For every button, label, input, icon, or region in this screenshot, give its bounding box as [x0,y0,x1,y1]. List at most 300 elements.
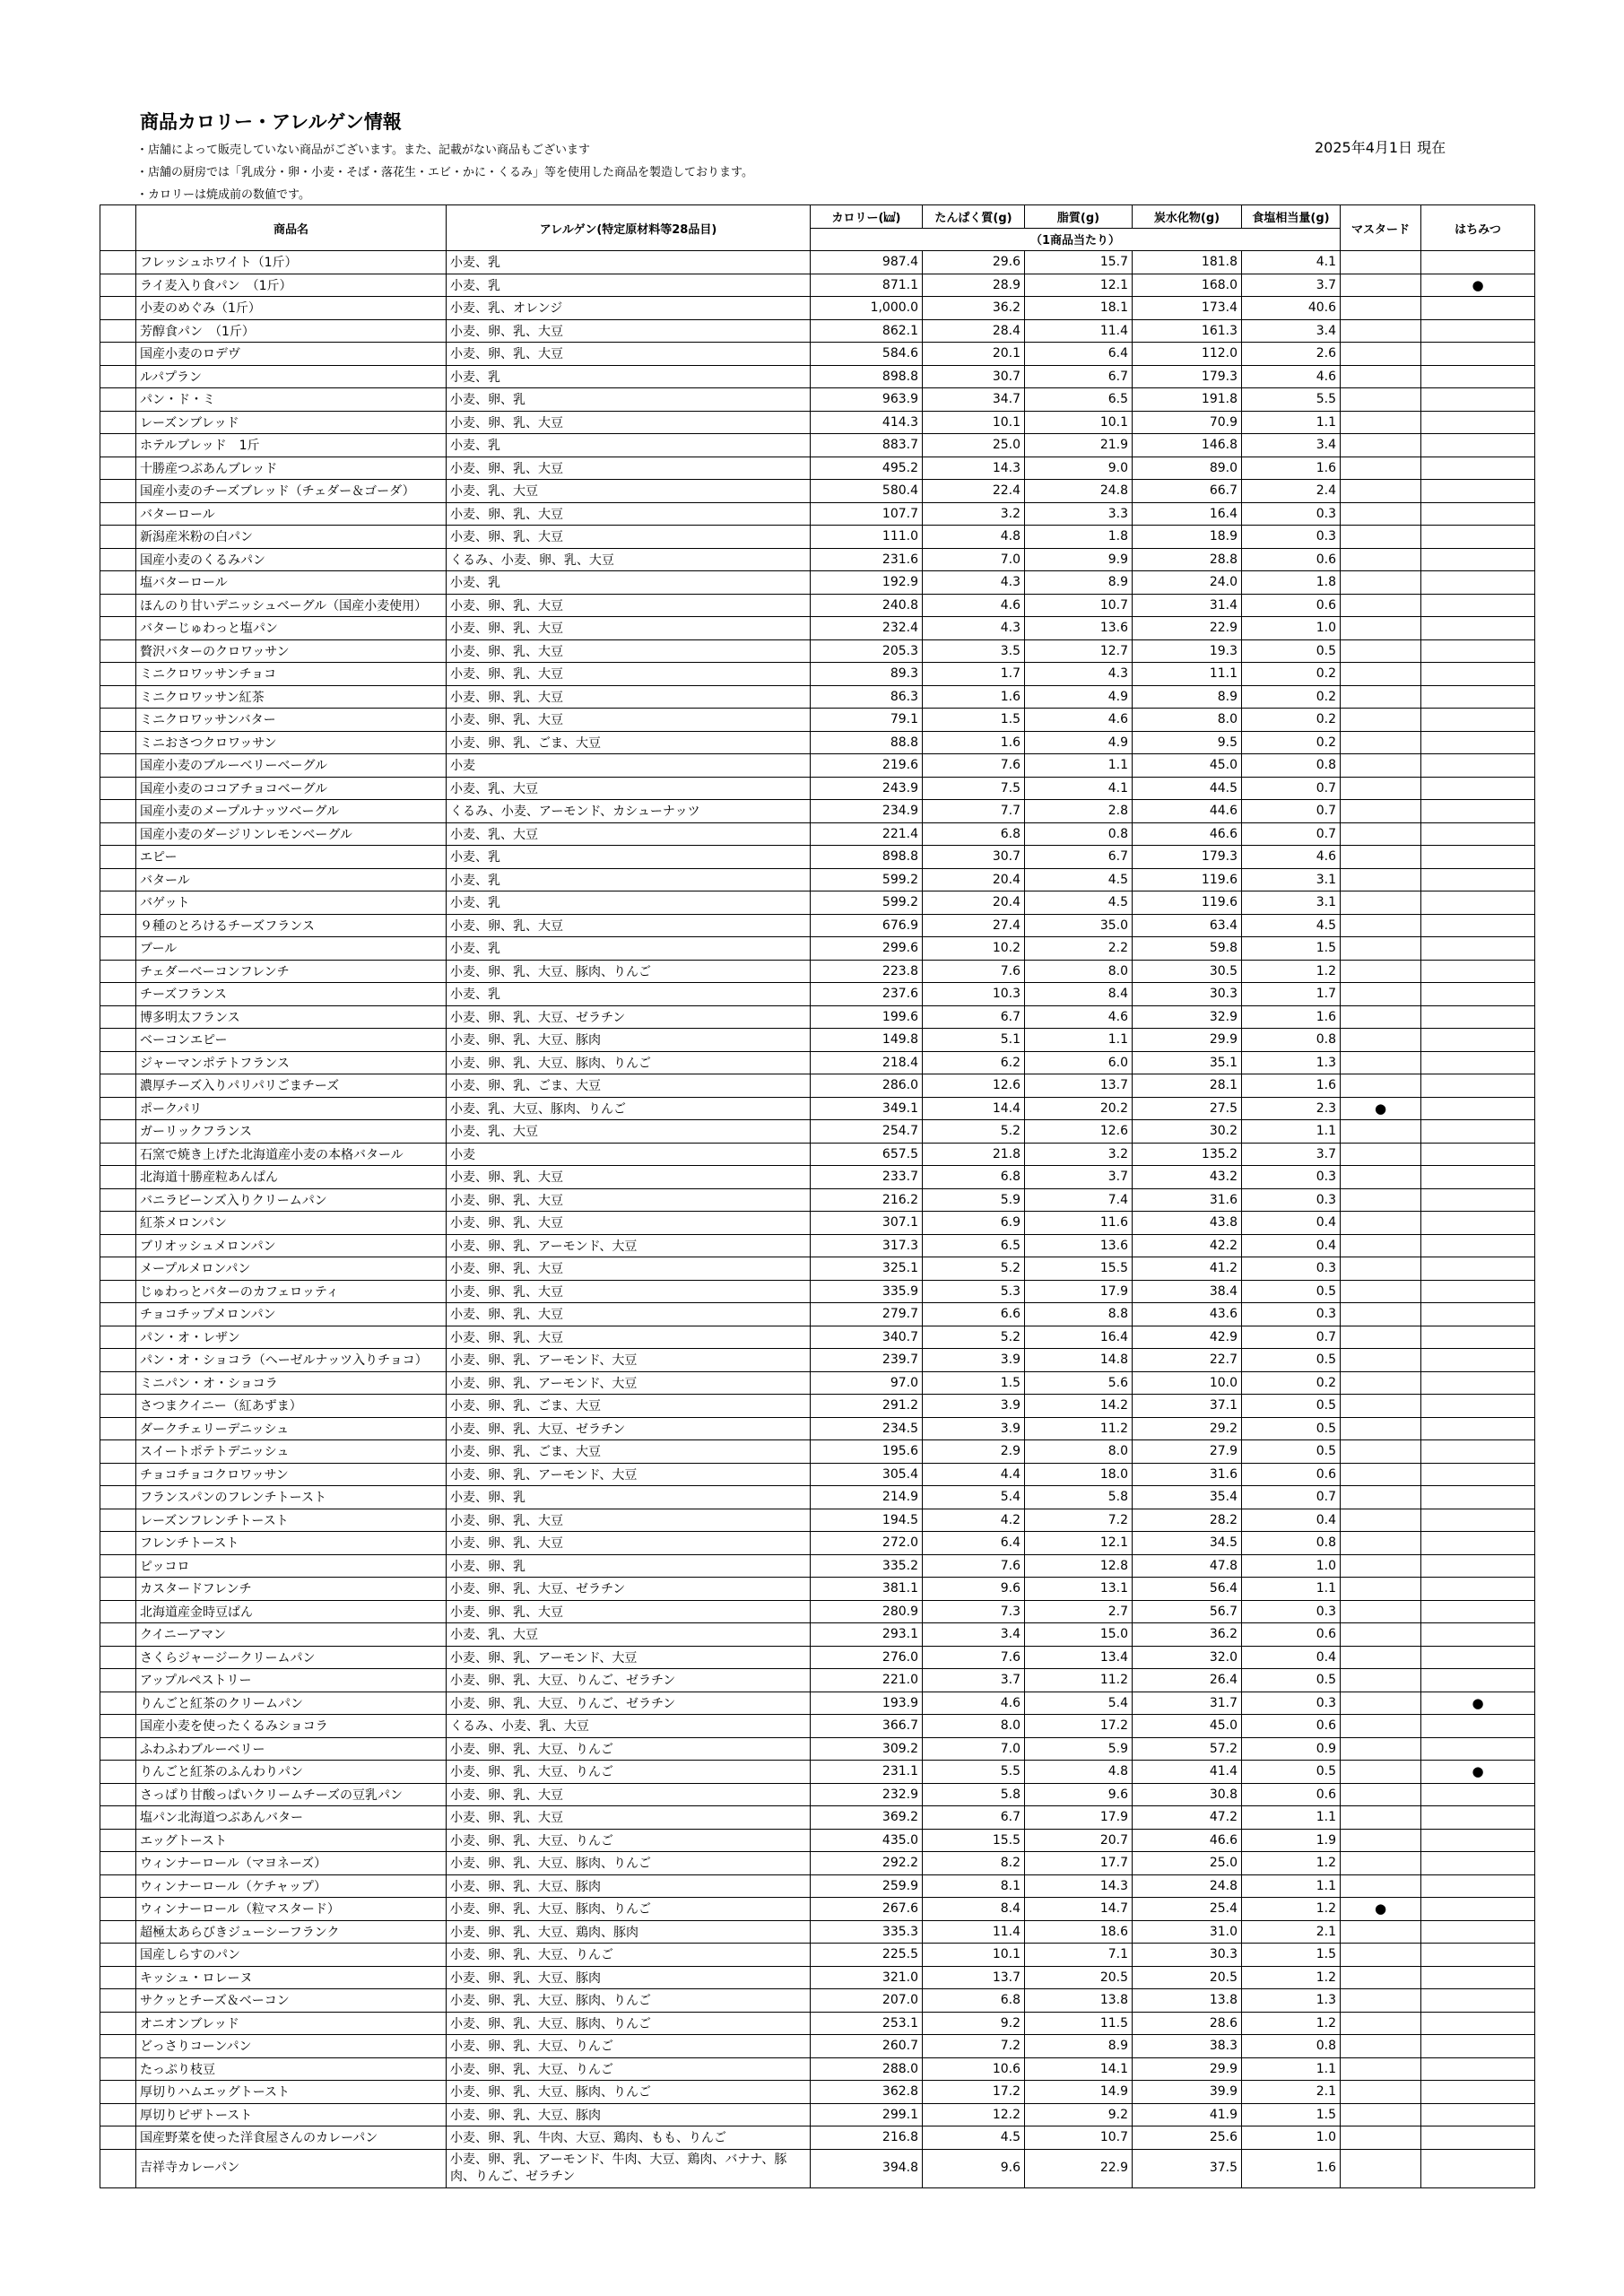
protein-value: 7.6 [923,1554,1025,1578]
salt-value: 0.3 [1242,1166,1341,1189]
protein-value: 11.4 [923,1920,1025,1944]
row-blank-cell [100,2012,136,2035]
carb-value: 191.8 [1133,388,1242,412]
fat-value: 4.5 [1025,891,1133,915]
row-blank-cell [100,914,136,937]
carb-value: 37.1 [1133,1395,1242,1418]
carb-value: 25.6 [1133,2126,1242,2150]
protein-value: 10.6 [923,2057,1025,2081]
table-row [100,1600,1535,1623]
row-blank-cell [100,1623,136,1647]
allergen-list: 小麦、卵、乳、大豆 [447,617,811,640]
fat-value: 12.1 [1025,274,1133,297]
calorie-value: 234.9 [811,800,923,823]
carb-value: 31.7 [1133,1692,1242,1715]
salt-value: 3.7 [1242,1143,1341,1166]
calorie-value: 207.0 [811,1989,923,2013]
mustard-mark [1341,1509,1421,1532]
fat-value: 14.1 [1025,2057,1133,2081]
calorie-value: 221.4 [811,822,923,846]
table-row [100,1440,1535,1464]
calorie-value: 286.0 [811,1074,923,1098]
table-row [100,1234,1535,1257]
allergen-list: 小麦、卵、乳、大豆、豚肉 [447,2103,811,2126]
mustard-mark [1341,251,1421,274]
salt-value: 0.2 [1242,685,1341,709]
table-row [100,891,1535,915]
fat-value: 20.2 [1025,1097,1133,1120]
calorie-value: 232.9 [811,1783,923,1806]
mustard-mark [1341,1051,1421,1074]
carb-value: 20.5 [1133,1966,1242,1989]
allergen-list: 小麦、卵、乳、大豆、豚肉 [447,1029,811,1052]
calorie-value: 369.2 [811,1806,923,1830]
allergen-list: 小麦、乳 [447,868,811,891]
carb-value: 28.6 [1133,2012,1242,2035]
salt-value: 0.6 [1242,548,1341,571]
protein-value: 7.6 [923,754,1025,778]
fat-value: 14.2 [1025,1395,1133,1418]
protein-value: 7.6 [923,1646,1025,1669]
product-name: バターじゅわっと塩パン [136,617,447,640]
fat-value: 18.0 [1025,1463,1133,1486]
table-row [100,297,1535,320]
protein-value: 9.6 [923,2149,1025,2187]
allergen-list: 小麦、卵、乳、大豆 [447,709,811,732]
carb-value: 161.3 [1133,319,1242,343]
calorie-value: 234.5 [811,1417,923,1440]
table-row [100,663,1535,686]
product-name: バターロール [136,502,447,526]
honey-mark [1421,1395,1535,1418]
salt-value: 0.7 [1242,1326,1341,1349]
allergen-list: 小麦、卵、乳、大豆 [447,1532,811,1555]
carb-value: 22.7 [1133,1349,1242,1372]
mustard-mark [1341,1029,1421,1052]
carb-value: 44.5 [1133,777,1242,800]
carb-value: 46.6 [1133,1829,1242,1852]
fat-value: 4.9 [1025,685,1133,709]
honey-mark [1421,868,1535,891]
allergen-list: 小麦、乳 [447,251,811,274]
mustard-mark [1341,1600,1421,1623]
table-row [100,1395,1535,1418]
protein-value: 6.8 [923,822,1025,846]
protein-value: 9.6 [923,1578,1025,1601]
fat-value: 11.5 [1025,2012,1133,2035]
protein-value: 3.5 [923,639,1025,663]
table-row [100,343,1535,366]
product-name: 小麦のめぐみ（1斤） [136,297,447,320]
honey-mark [1421,891,1535,915]
fat-value: 7.1 [1025,1944,1133,1967]
mustard-mark [1341,1303,1421,1326]
fat-value: 24.8 [1025,480,1133,503]
row-blank-cell [100,1395,136,1418]
table-row [100,1852,1535,1875]
product-name: ９種のとろけるチーズフランス [136,914,447,937]
table-row [100,822,1535,846]
calorie-value: 232.4 [811,617,923,640]
honey-mark [1421,1852,1535,1875]
mustard-mark [1341,983,1421,1006]
calorie-value: 231.1 [811,1761,923,1784]
honey-mark [1421,2035,1535,2058]
fat-value: 5.4 [1025,1692,1133,1715]
row-blank-cell [100,1051,136,1074]
salt-value: 4.5 [1242,914,1341,937]
mustard-mark [1341,480,1421,503]
table-row [100,1944,1535,1967]
salt-value: 0.3 [1242,1257,1341,1281]
fat-value: 10.7 [1025,594,1133,617]
honey-mark [1421,1166,1535,1189]
allergen-list: 小麦、卵、乳、大豆、豚肉、りんご [447,1898,811,1921]
salt-value: 0.7 [1242,777,1341,800]
calorie-value: 195.6 [811,1440,923,1464]
product-name: 国産しらすのパン [136,1944,447,1967]
row-blank-cell [100,1920,136,1944]
calorie-value: 107.7 [811,502,923,526]
mustard-mark [1341,502,1421,526]
table-row [100,1989,1535,2013]
allergen-list: くるみ、小麦、卵、乳、大豆 [447,548,811,571]
table-row [100,731,1535,754]
row-blank-cell [100,548,136,571]
carb-value: 38.4 [1133,1280,1242,1303]
calorie-value: 192.9 [811,571,923,595]
protein-value: 7.7 [923,800,1025,823]
protein-value: 3.9 [923,1417,1025,1440]
row-blank-cell [100,1692,136,1715]
honey-mark [1421,1440,1535,1464]
row-blank-cell [100,2103,136,2126]
table-row [100,800,1535,823]
nutrition-allergen-table [100,204,1535,2188]
allergen-list: 小麦、卵、乳、大豆 [447,1303,811,1326]
carb-value: 70.9 [1133,411,1242,434]
calorie-value: 254.7 [811,1120,923,1144]
fat-value: 35.0 [1025,914,1133,937]
honey-mark [1421,1600,1535,1623]
row-blank-cell [100,617,136,640]
calorie-value: 259.9 [811,1874,923,1898]
table-row [100,411,1535,434]
allergen-list: 小麦、卵、乳、大豆 [447,1600,811,1623]
protein-value: 7.2 [923,2035,1025,2058]
salt-value: 0.8 [1242,754,1341,778]
product-name: ミニクロワッサンチョコ [136,663,447,686]
salt-value: 0.2 [1242,709,1341,732]
protein-value: 5.2 [923,1257,1025,1281]
protein-value: 17.2 [923,2081,1025,2104]
mustard-mark [1341,777,1421,800]
honey-mark [1421,1944,1535,1967]
calorie-value: 193.9 [811,1692,923,1715]
salt-value: 3.1 [1242,891,1341,915]
carb-value: 25.4 [1133,1898,1242,1921]
salt-value: 0.2 [1242,663,1341,686]
header-fat: 脂質(g) [1025,205,1133,229]
fat-value: 4.9 [1025,731,1133,754]
calorie-value: 435.0 [811,1829,923,1852]
table-row [100,480,1535,503]
table-row [100,1349,1535,1372]
calorie-value: 243.9 [811,777,923,800]
product-name: 国産小麦のロデヴ [136,343,447,366]
mustard-mark [1341,1852,1421,1875]
row-blank-cell [100,800,136,823]
calorie-value: 335.9 [811,1280,923,1303]
allergen-list: 小麦、卵、乳、アーモンド、大豆 [447,1463,811,1486]
salt-value: 0.3 [1242,1692,1341,1715]
calorie-value: 305.4 [811,1463,923,1486]
honey-mark [1421,343,1535,366]
protein-value: 8.2 [923,1852,1025,1875]
salt-value: 1.2 [1242,2012,1341,2035]
carb-value: 89.0 [1133,457,1242,480]
mustard-mark: ● [1341,1898,1421,1921]
carb-value: 181.8 [1133,251,1242,274]
allergen-list: 小麦、卵、乳、大豆 [447,319,811,343]
mustard-mark [1341,2103,1421,2126]
table-row [100,777,1535,800]
carb-value: 119.6 [1133,891,1242,915]
mustard-mark [1341,388,1421,412]
allergen-list: 小麦、卵、乳、大豆、豚肉、りんご [447,1051,811,1074]
allergen-list: 小麦、卵、乳、大豆 [447,685,811,709]
salt-value: 1.1 [1242,2057,1341,2081]
honey-mark [1421,1349,1535,1372]
calorie-value: 657.5 [811,1143,923,1166]
salt-value: 1.1 [1242,411,1341,434]
protein-value: 14.3 [923,457,1025,480]
fat-value: 12.1 [1025,1532,1133,1555]
table-row [100,1166,1535,1189]
row-blank-cell [100,685,136,709]
calorie-value: 963.9 [811,388,923,412]
fat-value: 1.1 [1025,754,1133,778]
calorie-value: 194.5 [811,1509,923,1532]
honey-mark [1421,1051,1535,1074]
row-blank-cell [100,1806,136,1830]
protein-value: 14.4 [923,1097,1025,1120]
product-name: 芳醇食パン （1斤） [136,319,447,343]
fat-value: 14.3 [1025,1874,1133,1898]
mustard-mark [1341,571,1421,595]
mustard-mark [1341,2035,1421,2058]
calorie-value: 987.4 [811,251,923,274]
allergen-list: 小麦、卵、乳、大豆、豚肉 [447,1874,811,1898]
product-name: ライ麦入り食パン （1斤） [136,274,447,297]
fat-value: 4.1 [1025,777,1133,800]
calorie-value: 216.2 [811,1188,923,1212]
mustard-mark [1341,2149,1421,2187]
protein-value: 5.9 [923,1188,1025,1212]
fat-value: 8.9 [1025,2035,1133,2058]
row-blank-cell [100,1829,136,1852]
salt-value: 0.6 [1242,1715,1341,1738]
calorie-value: 381.1 [811,1578,923,1601]
carb-value: 27.5 [1133,1097,1242,1120]
table-row [100,1029,1535,1052]
honey-mark [1421,1737,1535,1761]
calorie-value: 233.7 [811,1166,923,1189]
row-blank-cell [100,434,136,457]
protein-value: 30.7 [923,365,1025,388]
row-blank-cell [100,1737,136,1761]
product-name: バタール [136,868,447,891]
allergen-list: 小麦、卵、乳、大豆、豚肉、りんご [447,960,811,983]
table-row [100,1532,1535,1555]
table-row [100,319,1535,343]
row-blank-cell [100,1646,136,1669]
calorie-value: 240.8 [811,594,923,617]
fat-value: 4.6 [1025,1005,1133,1029]
protein-value: 4.6 [923,594,1025,617]
product-name: 十勝産つぶあんブレッド [136,457,447,480]
salt-value: 40.6 [1242,297,1341,320]
product-name: バニラビーンズ入りクリームパン [136,1188,447,1212]
mustard-mark [1341,1188,1421,1212]
protein-value: 3.7 [923,1669,1025,1692]
salt-value: 0.4 [1242,1234,1341,1257]
header-carb: 炭水化物(g) [1133,205,1242,229]
mustard-mark [1341,1257,1421,1281]
calorie-value: 272.0 [811,1532,923,1555]
honey-mark [1421,2149,1535,2187]
mustard-mark [1341,1234,1421,1257]
fat-value: 4.5 [1025,868,1133,891]
allergen-list: 小麦、卵、乳、大豆 [447,1783,811,1806]
carb-value: 30.2 [1133,1120,1242,1144]
honey-mark [1421,777,1535,800]
mustard-mark [1341,1349,1421,1372]
product-name: ミニおさつクロワッサン [136,731,447,754]
allergen-list: 小麦、卵、乳、ごま、大豆 [447,1440,811,1464]
calorie-value: 237.6 [811,983,923,1006]
fat-value: 8.0 [1025,960,1133,983]
row-blank-cell [100,1166,136,1189]
row-blank-cell [100,822,136,846]
product-name: パン・オ・ショコラ（ヘーゼルナッツ入りチョコ） [136,1349,447,1372]
carb-value: 11.1 [1133,663,1242,686]
calorie-value: 862.1 [811,319,923,343]
mustard-mark [1341,868,1421,891]
honey-mark [1421,411,1535,434]
table-row [100,1051,1535,1074]
protein-value: 4.4 [923,1463,1025,1486]
product-name: 厚切りハムエッグトースト [136,2081,447,2104]
carb-value: 56.7 [1133,1600,1242,1623]
row-blank-cell [100,1097,136,1120]
carb-value: 31.0 [1133,1920,1242,1944]
protein-value: 7.0 [923,1737,1025,1761]
calorie-value: 293.1 [811,1623,923,1647]
row-blank-cell [100,1944,136,1967]
table-row [100,1623,1535,1647]
calorie-value: 340.7 [811,1326,923,1349]
salt-value: 1.0 [1242,617,1341,640]
salt-value: 1.1 [1242,1578,1341,1601]
salt-value: 0.7 [1242,822,1341,846]
mustard-mark [1341,1166,1421,1189]
header-allergen: アレルゲン(特定原材料等28品目) [447,205,811,251]
salt-value: 2.6 [1242,343,1341,366]
carb-value: 37.5 [1133,2149,1242,2187]
header-salt: 食塩相当量(g) [1242,205,1341,229]
carb-value: 18.9 [1133,526,1242,549]
allergen-list: くるみ、小麦、アーモンド、カシューナッツ [447,800,811,823]
allergen-list: 小麦、卵、乳、大豆 [447,343,811,366]
carb-value: 31.4 [1133,594,1242,617]
allergen-list: 小麦、乳 [447,983,811,1006]
row-blank-cell [100,1280,136,1303]
row-blank-cell [100,480,136,503]
protein-value: 6.5 [923,1234,1025,1257]
allergen-list: 小麦、卵、乳、大豆 [447,914,811,937]
fat-value: 2.8 [1025,800,1133,823]
allergen-list: 小麦、卵、乳、大豆 [447,663,811,686]
calorie-value: 335.3 [811,1920,923,1944]
fat-value: 3.3 [1025,502,1133,526]
honey-mark [1421,1646,1535,1669]
row-blank-cell [100,1509,136,1532]
carb-value: 24.8 [1133,1874,1242,1898]
product-name: パン・ド・ミ [136,388,447,412]
allergen-list: 小麦、卵、乳、大豆 [447,1188,811,1212]
carb-value: 59.8 [1133,937,1242,961]
salt-value: 4.1 [1242,251,1341,274]
fat-value: 3.2 [1025,1143,1133,1166]
calorie-value: 898.8 [811,846,923,869]
honey-mark [1421,754,1535,778]
row-blank-cell [100,1874,136,1898]
fat-value: 12.8 [1025,1554,1133,1578]
honey-mark [1421,1554,1535,1578]
protein-value: 10.1 [923,1944,1025,1967]
allergen-list: 小麦、卵、乳、大豆、りんご [447,2035,811,2058]
mustard-mark [1341,731,1421,754]
honey-mark [1421,1371,1535,1395]
carb-value: 32.0 [1133,1646,1242,1669]
product-name: 国産小麦のくるみパン [136,548,447,571]
carb-value: 31.6 [1133,1188,1242,1212]
mustard-mark [1341,1532,1421,1555]
table-row [100,1737,1535,1761]
allergen-list: 小麦、卵、乳 [447,1486,811,1509]
protein-value: 6.4 [923,1532,1025,1555]
allergen-list: 小麦、乳、大豆 [447,1623,811,1647]
honey-mark [1421,1578,1535,1601]
fat-value: 22.9 [1025,2149,1133,2187]
fat-value: 20.5 [1025,1966,1133,1989]
carb-value: 46.6 [1133,822,1242,846]
mustard-mark [1341,639,1421,663]
row-blank-cell [100,891,136,915]
calorie-value: 276.0 [811,1646,923,1669]
protein-value: 5.4 [923,1486,1025,1509]
product-name: ウィンナーロール（マヨネーズ） [136,1852,447,1875]
salt-value: 1.2 [1242,1966,1341,1989]
table-row [100,1486,1535,1509]
product-name: どっさりコーンパン [136,2035,447,2058]
row-blank-cell [100,1554,136,1578]
carb-value: 28.8 [1133,548,1242,571]
salt-value: 0.8 [1242,1532,1341,1555]
honey-mark [1421,1417,1535,1440]
row-blank-cell [100,937,136,961]
